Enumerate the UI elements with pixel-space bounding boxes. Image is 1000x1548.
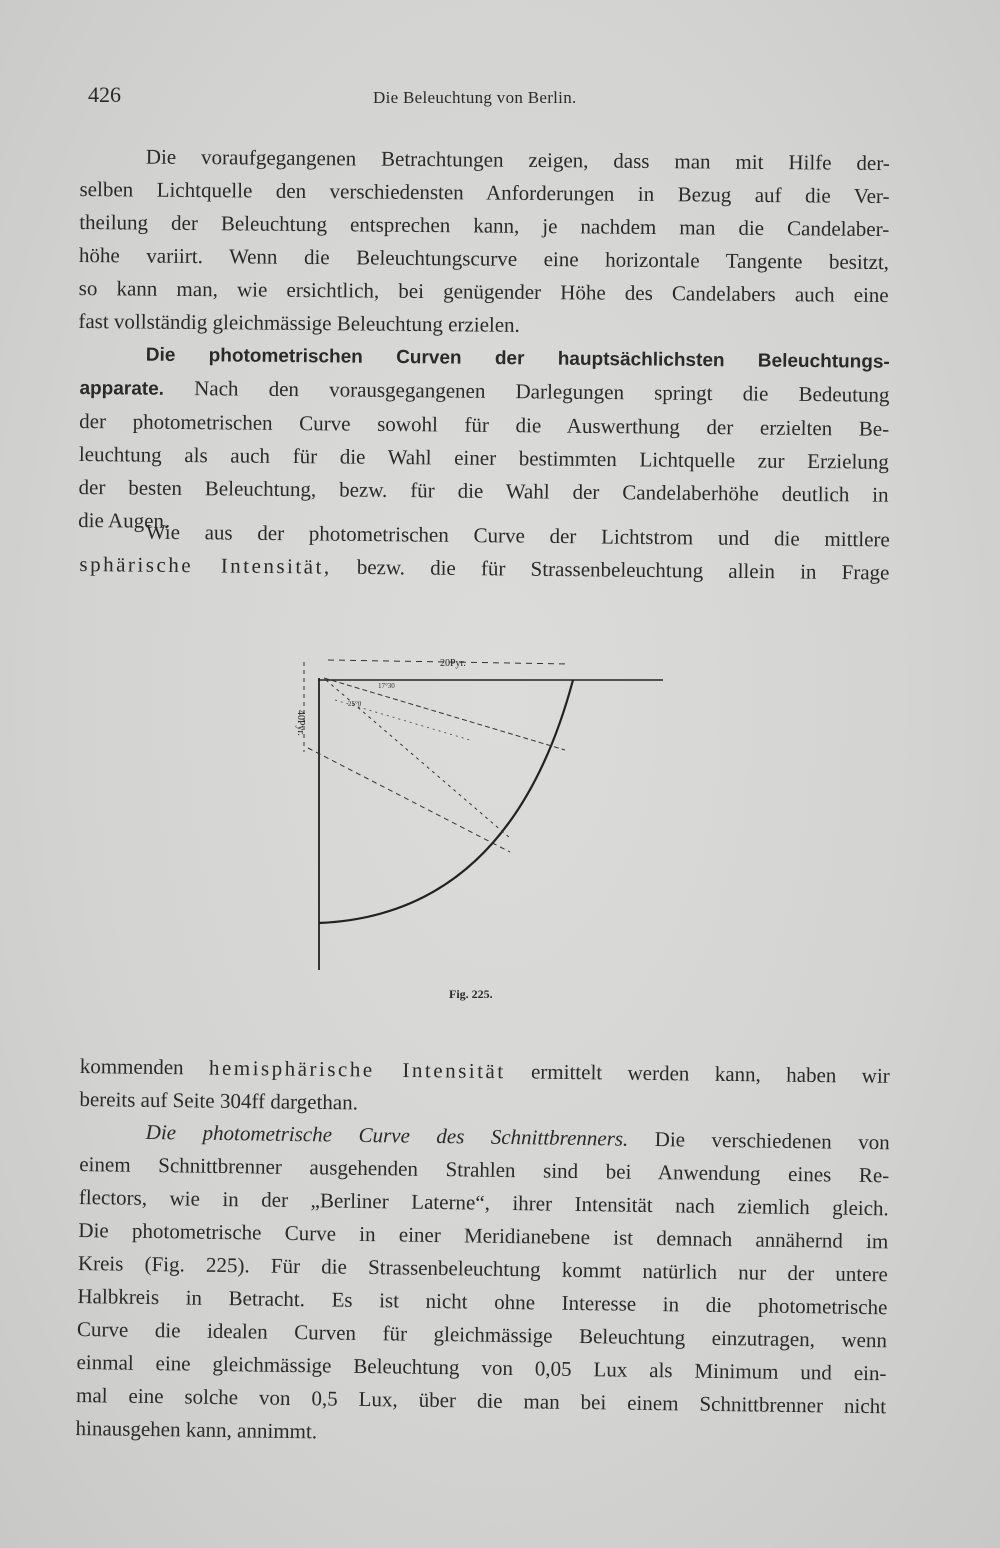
text-line: leuchtung als auch für die Wahl einer bestimmten Lichtquelle zur Erzielung (78, 441, 889, 474)
text-line: hinausgehen kann, annimmt. (75, 1415, 318, 1444)
text-line: Die photometrische Curve in einer Meridianebene ist demnach annähernd im (78, 1217, 889, 1254)
text-line: Die verschiedenen von (654, 1127, 890, 1155)
text-line: einmal eine gleichmässige Beleuchtung von 0,05 Lux als Minimum und ein- (76, 1349, 887, 1386)
text-line: der besten Beleuchtung, bezw. für die Wahl der Candelaberhöhe deutlich in (78, 474, 889, 507)
page-number: 426 (88, 82, 121, 107)
text-line: flectors, wie in der „Berliner Laterne“, ihrer Intensität nach ziemlich gleich. (78, 1184, 889, 1221)
page-header (88, 82, 888, 122)
italic-subheading: Die photometrische Curve des Schnittbrenners. (145, 1119, 629, 1151)
curve-diagram (280, 640, 700, 1020)
text-line: einem Schnittbrenner ausgehenden Strahlen sind bei Anwendung eines Re- (79, 1151, 890, 1188)
text-line: so kann man, wie ersichtlich, bei genügender Höhe des Candelabers auch eine (78, 275, 889, 308)
figure-caption: Fig. 225. (449, 987, 493, 1001)
spaced-term: hemisphärische Intensität (208, 1055, 506, 1084)
text-line: Nach den vorausgegangenen Darlegungen springt die Bedeutung (194, 376, 890, 407)
paragraph-photometric-curves (78, 338, 890, 545)
paragraph-intro (78, 140, 890, 345)
running-title: Die Beleuchtung von Berlin. (373, 88, 577, 107)
text-line: bereits auf Seite 304ff dargethan. (79, 1086, 359, 1115)
ray-line (324, 678, 565, 750)
spaced-term: sphärische Intensität, (79, 551, 332, 579)
text-line: mal eine solche von 0,5 Lux, über die man bei einem Schnittbrenner nicht (75, 1382, 887, 1419)
text-line: theilung der Beleuchtung entsprechen kann, je nachdem man die Candelaber- (79, 209, 890, 242)
text-line: kommenden (79, 1053, 184, 1080)
label-top: 20Pyr. (440, 658, 466, 669)
paragraph-intensity (79, 515, 890, 589)
ray-line (308, 748, 510, 852)
figure-photometric-curve (280, 640, 700, 1020)
section-heading-end: apparate. (79, 377, 165, 400)
angle-label: 17°30 (378, 682, 395, 690)
paragraph-schnittbrenner (75, 1115, 890, 1456)
text-line: die Augen. (78, 507, 170, 533)
label-side: 40Pyr. (295, 710, 306, 736)
text-line: fast vollständig gleichmässige Beleuchtung erzielen. (78, 308, 520, 337)
text-line: Wie aus der photometrischen Curve der Lichtstrom und die mittlere (145, 519, 890, 552)
text-line: selben Lichtquelle den verschiedensten Anforderungen in Bezug auf die Ver- (79, 176, 890, 209)
text-line: bezw. die für Strassenbeleuchtung allein in Frage (356, 554, 890, 585)
text-line: Halbkreis in Betracht. Es ist nicht ohne Interesse in die photometrische (77, 1283, 888, 1320)
text-line: ermittelt werden kann, haben wir (530, 1059, 890, 1088)
section-heading: Die photometrischen Curven der hauptsächlichsten Beleuchtungs- (145, 344, 890, 373)
text-line: Kreis (Fig. 225). Für die Strassenbeleuchtung kommt natürlich nur der untere (77, 1250, 889, 1287)
angle-label: 25°0 (348, 700, 362, 708)
text-line: höhe variirt. Wenn die Beleuchtungscurve eine horizontale Tangente besitzt, (78, 242, 890, 275)
paragraph-hemispheric (79, 1050, 890, 1126)
photometric-curve (319, 680, 573, 923)
text-line: Die voraufgegangenen Betrachtungen zeigen, dass man mit Hilfe der- (145, 144, 890, 176)
text-line: der photometrischen Curve sowohl für die Auswerthung der erzielten Be- (79, 408, 890, 441)
text-line: Curve die idealen Curven für gleichmässige Beleuchtung einzutragen, wenn (76, 1316, 888, 1353)
